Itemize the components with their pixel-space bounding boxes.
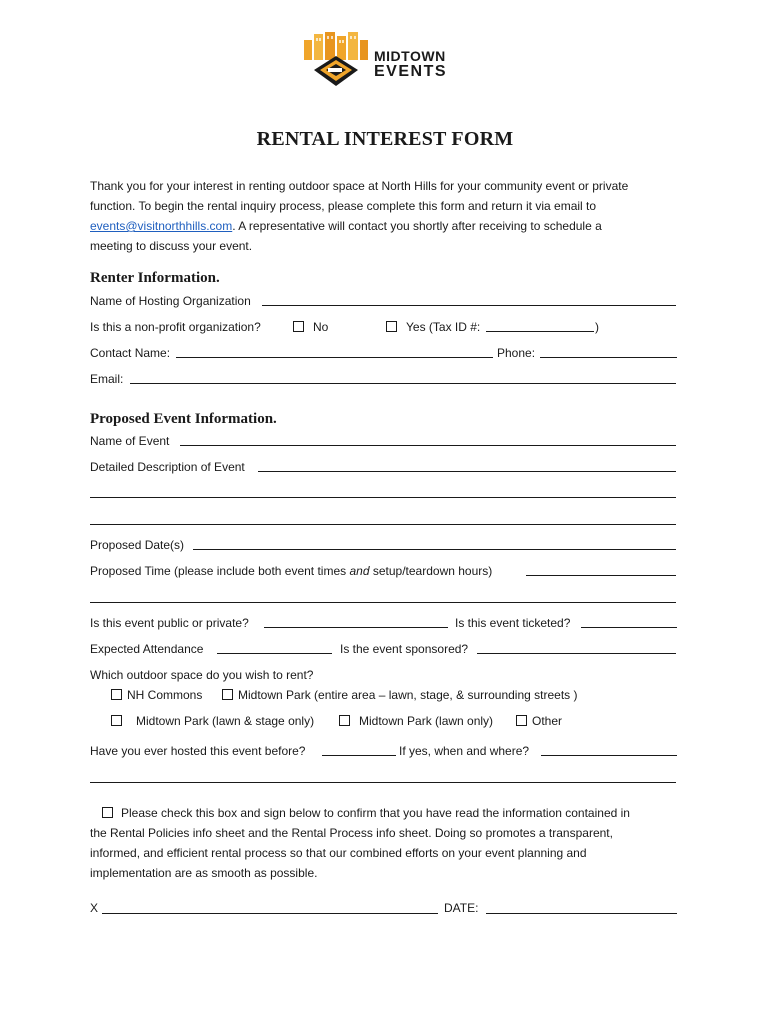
option-midtown-lawn-stage[interactable] xyxy=(111,714,314,728)
ticketed-input[interactable] xyxy=(581,627,677,628)
event-heading: Proposed Event Information. xyxy=(90,411,277,427)
no-checkbox[interactable] xyxy=(293,321,304,332)
space-row xyxy=(90,668,680,682)
time-input-1[interactable] xyxy=(526,575,676,576)
option-other[interactable] xyxy=(516,714,562,728)
desc-input-2[interactable] xyxy=(90,497,676,498)
renter-heading: Renter Information. xyxy=(90,270,220,286)
time-input-2[interactable] xyxy=(90,602,676,603)
midtown-entire-checkbox[interactable] xyxy=(222,689,233,700)
hosted-input[interactable] xyxy=(322,755,396,756)
date-input[interactable] xyxy=(486,913,677,914)
contact-label: Contact Name: xyxy=(90,346,171,360)
option-nh-commons[interactable] xyxy=(111,688,202,702)
email-input[interactable] xyxy=(130,383,676,384)
midtown-entire-label: Midtown Park (entire area – lawn, stage, & surrounding streets ) xyxy=(238,688,578,702)
nonprofit-yes-option[interactable] xyxy=(386,320,480,334)
time-label-a: Proposed Time (please include both event times xyxy=(90,564,350,578)
midtown-events-logo xyxy=(298,28,470,90)
desc-input-3[interactable] xyxy=(90,524,676,525)
confirm-checkbox[interactable] xyxy=(102,807,113,818)
confirm-line-1 xyxy=(90,803,680,823)
email-link[interactable]: events@visitnorthhills.com xyxy=(90,219,233,233)
desc-label: Detailed Description of Event xyxy=(90,460,245,474)
tax-id-input[interactable] xyxy=(486,331,594,332)
midtown-lawn-stage-checkbox[interactable] xyxy=(111,715,122,726)
confirm-paragraph xyxy=(90,803,680,883)
contact-name-input[interactable] xyxy=(176,357,493,358)
midtown-lawn-checkbox[interactable] xyxy=(339,715,350,726)
midtown-lawn-stage-label: Midtown Park (lawn & stage only) xyxy=(136,714,315,728)
phone-label: Phone: xyxy=(497,346,536,360)
event-name-input[interactable] xyxy=(180,445,676,446)
when-input-1[interactable] xyxy=(541,755,677,756)
org-input[interactable] xyxy=(262,305,676,306)
option-midtown-entire[interactable] xyxy=(222,688,578,702)
no-label: No xyxy=(313,320,329,334)
attendance-input[interactable] xyxy=(217,653,332,654)
logo-text-midtown: MIDTOWN xyxy=(374,48,446,64)
yes-checkbox[interactable] xyxy=(386,321,397,332)
email-label: Email: xyxy=(90,372,124,386)
other-label: Other xyxy=(532,714,563,728)
intro-line-3 xyxy=(90,216,680,236)
attendance-label: Expected Attendance xyxy=(90,642,204,656)
intro-paragraph xyxy=(90,176,680,256)
time-label-b: setup/teardown hours) xyxy=(369,564,493,578)
other-checkbox[interactable] xyxy=(516,715,527,726)
when-label: If yes, when and where? xyxy=(399,744,530,758)
nh-commons-label: NH Commons xyxy=(127,688,203,702)
public-label: Is this event public or private? xyxy=(90,616,249,630)
midtown-lawn-label: Midtown Park (lawn only) xyxy=(359,714,494,728)
event-name-label: Name of Event xyxy=(90,434,170,448)
confirm-line-4: implementation are as smooth as possible. xyxy=(90,866,318,880)
time-label-and: and xyxy=(349,564,370,578)
yes-label: Yes (Tax ID #: xyxy=(406,320,481,334)
intro-line-4: meeting to discuss your event. xyxy=(90,239,253,253)
space-label: Which outdoor space do you wish to rent? xyxy=(90,668,314,682)
desc-input-1[interactable] xyxy=(258,471,676,472)
nh-commons-checkbox[interactable] xyxy=(111,689,122,700)
public-input[interactable] xyxy=(264,627,448,628)
dates-label: Proposed Date(s) xyxy=(90,538,185,552)
phone-input[interactable] xyxy=(540,357,677,358)
hosted-label: Have you ever hosted this event before? xyxy=(90,744,306,758)
org-label: Name of Hosting Organization xyxy=(90,294,251,308)
option-midtown-lawn[interactable] xyxy=(339,714,493,728)
sponsored-label: Is the event sponsored? xyxy=(340,642,469,656)
intro-line-1: Thank you for your interest in renting outdoor space at North Hills for your community event or private xyxy=(90,179,629,193)
confirm-line-1-text: Please check this box and sign below to confirm that you have read the information contained in xyxy=(121,806,630,820)
confirm-line-2: the Rental Policies info sheet and the Rental Process info sheet. Doing so promotes a transparent, xyxy=(90,826,613,840)
sponsored-input[interactable] xyxy=(477,653,676,654)
yes-close-paren: ) xyxy=(595,320,599,334)
page-title: RENTAL INTEREST FORM xyxy=(256,128,514,150)
intro-line-3-rest: . A representative will contact you shortly after receiving to schedule a xyxy=(232,219,602,233)
date-label: DATE: xyxy=(444,901,479,915)
nonprofit-label: Is this a non-profit organization? xyxy=(90,320,261,334)
dates-input[interactable] xyxy=(193,549,676,550)
signature-x-label: X xyxy=(90,901,99,915)
signature-input[interactable] xyxy=(102,913,438,914)
confirm-line-3: informed, and efficient rental process so that our combined efforts on your event planning and xyxy=(90,846,587,860)
when-input-2[interactable] xyxy=(90,782,676,783)
logo-mark-icon xyxy=(298,28,376,90)
intro-line-2: function. To begin the rental inquiry process, please complete this form and return it via email to xyxy=(90,199,597,213)
ticketed-label: Is this event ticketed? xyxy=(455,616,571,630)
logo-text-events: EVENTS xyxy=(374,63,448,80)
nonprofit-no-option[interactable] xyxy=(293,320,328,334)
